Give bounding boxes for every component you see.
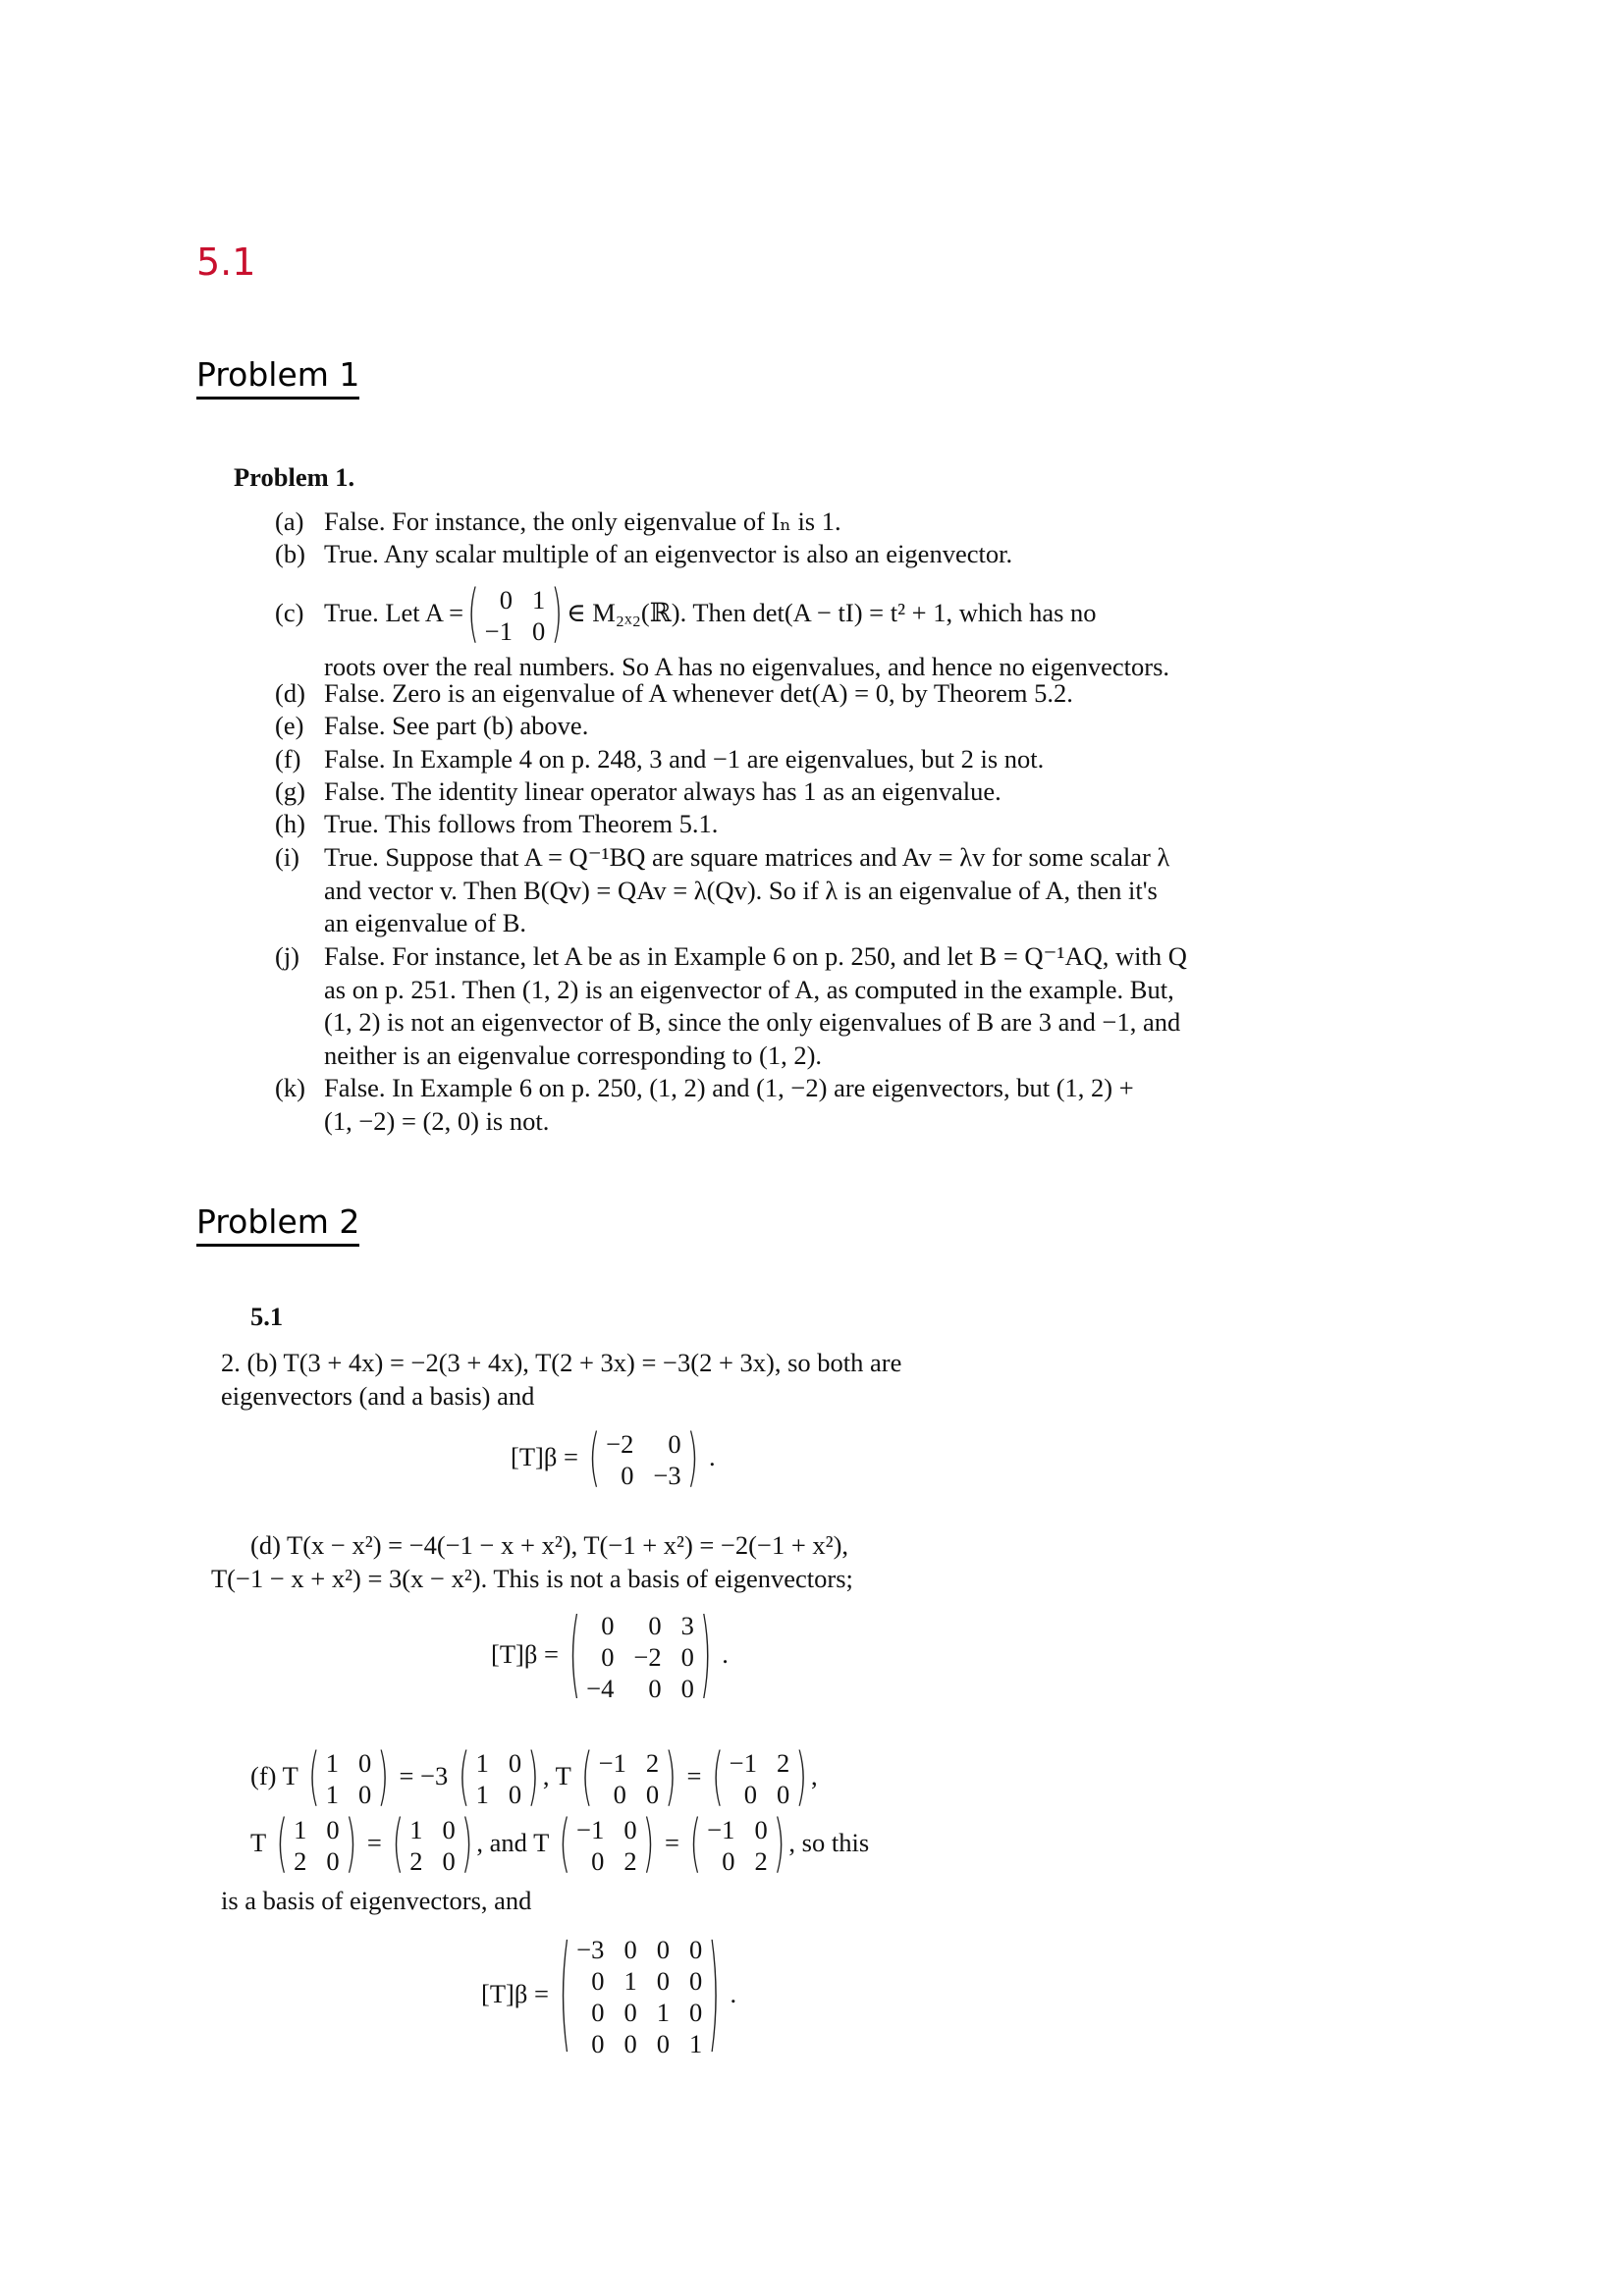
text: = [686,1761,702,1791]
text: , so this [788,1828,870,1858]
matrix-cell: 0 [623,1935,637,1964]
part-d-line1: (d) T(x − x²) = −4(−1 − x + x²), T(−1 + x²) = −2(−1 + x²), [250,1530,849,1560]
matrix-cell: −1 [576,1815,605,1844]
matrix-cell: 0 [680,1642,694,1672]
problem1-scan-title: Problem 1. [234,462,355,492]
matrix-cell: 0 [668,1429,681,1459]
right-paren: ) [527,1741,539,1815]
item-continuation: roots over the real numbers. So A has no eigenvalues, and hence no eigenvectors. [324,652,1170,681]
matrix [307,1741,389,1815]
matrix-cell: 0 [442,1815,456,1844]
part-f-matrix-eq [481,1922,737,2069]
matrix [467,578,563,652]
matrix-cell: 1 [325,1780,339,1809]
matrix-cell: 0 [680,1674,694,1703]
matrix-cell: 0 [613,1780,626,1809]
left-paren: ( [307,1741,320,1815]
right-paren: ) [460,1808,473,1882]
matrix [588,1422,699,1496]
matrix-cell: 3 [680,1611,694,1640]
matrix-cell: 1 [656,1998,670,2027]
item-label: (b) [275,539,305,568]
problem1-item [275,506,1335,539]
text: T [250,1828,266,1858]
matrix-cell: 0 [591,2029,605,2058]
matrix-cell: 0 [499,585,513,614]
part-b [221,1347,1085,1413]
matrix-grid [294,1814,340,1877]
matrix-cell: 0 [508,1748,522,1778]
item-line: (1, −2) = (2, 0) is not. [324,1105,550,1136]
part-f-row2 [250,1808,870,1882]
item-line: and vector v. Then B(Qv) = QAv = λ(Qv). So if λ is an eigenvalue of A, then it's [324,875,1158,905]
matrix-cell: −2 [633,1642,662,1672]
right-paren: ) [377,1741,389,1815]
matrix-cell: 0 [508,1780,522,1809]
problem1-item [275,775,1335,809]
matrix-cell: 0 [531,616,546,646]
problem1-item [275,1072,1335,1138]
matrix [559,1922,720,2069]
item-label: (h) [275,809,305,838]
right-paren: ) [795,1741,807,1815]
matrix-cell: −3 [576,1935,605,1964]
part-b-line2: eigenvectors (and a basis) and [221,1380,535,1411]
left-paren: ( [689,1808,702,1882]
item-text: False. For instance, the only eigenvalue of Iₙ is 1. [324,507,841,536]
item-line: as on p. 251. Then (1, 2) is an eigenvector of A, as computed in the example. But, [324,974,1174,1004]
matrix-cell: 0 [656,1966,670,1996]
left-paren: ( [568,1601,581,1712]
text: = [366,1828,382,1858]
problem2-heading: Problem 2 [196,1205,359,1247]
text: , [810,1761,818,1791]
matrix-cell: 1 [531,585,546,614]
period: . [708,1442,716,1472]
matrix-grid [599,1747,659,1810]
matrix-cell: 0 [776,1780,790,1809]
matrix [712,1741,807,1815]
item-label: (a) [275,507,304,536]
right-paren: ) [686,1422,699,1496]
text: = [664,1828,679,1858]
text: = −3 [399,1761,449,1791]
matrix-cell: 0 [442,1846,456,1876]
left-paren: ( [276,1808,289,1882]
matrix-cell: −1 [729,1748,757,1778]
matrix-cell: 0 [648,1674,662,1703]
part-f-line3: is a basis of eigenvectors, and [221,1886,532,1915]
problem2-scan-title: 5.1 [250,1302,284,1331]
matrix-cell: 0 [623,1998,637,2027]
matrix-cell: 0 [601,1611,615,1640]
matrix-cell: 0 [601,1642,615,1672]
item-text: True. Any scalar multiple of an eigenvector is also an eigenvector. [324,539,1013,568]
matrix-grid [730,1747,789,1810]
item-label: (j) [275,941,300,971]
matrix-cell: 1 [688,2029,703,2058]
item-label: (f) [275,744,301,774]
matrix-cell: −3 [653,1461,681,1490]
matrix [568,1601,712,1712]
item-line: False. For instance, let A be as in Example 6 on p. 250, and let B = Q⁻¹AQ, with Q [324,941,1187,971]
text: , and T [476,1828,549,1858]
part-d-line2: T(−1 − x + x²) = 3(x − x²). This is not a basis of eigenvectors; [211,1563,853,1593]
item-label: (k) [275,1073,305,1102]
matrix-cell: −1 [598,1748,626,1778]
problem1-heading: Problem 1 [196,358,359,400]
matrix-cell: 0 [357,1780,372,1809]
matrix-cell: −4 [586,1674,615,1703]
matrix-cell: 0 [645,1780,660,1809]
part-d [211,1529,1075,1595]
matrix-cell: 0 [688,1966,703,1996]
matrix-cell: 0 [648,1611,662,1640]
matrix-cell: 0 [623,2029,637,2058]
matrix-cell: 0 [326,1846,340,1876]
matrix-grid [409,1814,456,1877]
matrix-grid [576,1934,702,2059]
section-title: 5.1 [196,240,256,284]
matrix-cell: 2 [645,1748,660,1778]
item-text: False. In Example 4 on p. 248, 3 and −1 are eigenvalues, but 2 is not. [324,744,1045,774]
left-paren: ( [559,1922,571,2069]
matrix-cell: 2 [623,1846,637,1876]
matrix-cell: 1 [623,1966,637,1996]
matrix-cell: 0 [591,1846,605,1876]
part-b-matrix-eq [511,1422,716,1496]
matrix [458,1741,539,1815]
item-label: (d) [275,678,305,708]
problem1-item [275,538,1335,571]
matrix [559,1808,655,1882]
matrix-cell: 2 [409,1846,423,1876]
problem1-item [275,808,1335,841]
item-line: False. In Example 6 on p. 250, (1, 2) and (1, −2) are eigenvectors, but (1, 2) + [324,1073,1134,1102]
period: . [730,1979,737,2009]
right-paren: ) [642,1808,655,1882]
matrix-grid [476,1747,522,1810]
matrix-cell: 0 [621,1461,634,1490]
matrix-cell: 0 [357,1748,372,1778]
problem1-item [275,677,1335,711]
matrix-cell: 0 [722,1846,735,1876]
matrix-cell: 0 [326,1815,340,1844]
item-line: (1, 2) is not an eigenvector of B, since the only eigenvalues of B are 3 and −1, and [324,1007,1181,1037]
right-paren: ) [708,1922,720,2069]
left-paren: ( [458,1741,470,1815]
period: . [722,1639,729,1670]
item-line: an eigenvalue of B. [324,908,527,937]
matrix [276,1808,357,1882]
matrix-cell: 0 [623,1815,637,1844]
matrix-grid [707,1814,767,1877]
item-text: False. See part (b) above. [324,711,589,740]
problem1-item [275,940,1335,1072]
matrix-cell: 2 [754,1846,768,1876]
matrix-cell: 0 [656,1935,670,1964]
matrix-cell: 2 [776,1748,790,1778]
item-label: (g) [275,776,305,806]
item-text: False. Zero is an eigenvalue of A whenever det(A) = 0, by Theorem 5.2. [324,678,1073,708]
right-paren: ) [665,1741,677,1815]
right-paren: ) [551,578,563,652]
matrix-grid [326,1747,372,1810]
right-paren: ) [699,1601,712,1712]
matrix-cell: −1 [484,616,513,646]
left-paren: ( [712,1741,724,1815]
left-paren: ( [467,578,479,652]
left-paren: ( [580,1741,593,1815]
right-paren: ) [773,1808,785,1882]
matrix [392,1808,473,1882]
problem1-item [275,743,1335,776]
problem1-item [275,710,1335,743]
matrix-cell: 1 [475,1780,489,1809]
text: (f) T [250,1761,298,1791]
left-paren: ( [588,1422,601,1496]
matrix-lhs: [T]β = [491,1639,559,1670]
part-d-matrix-eq [491,1601,729,1712]
item-label: (e) [275,711,304,740]
matrix-cell: 0 [754,1815,768,1844]
matrix-cell: 0 [656,2029,670,2058]
matrix-cell: 1 [409,1815,423,1844]
item-label: (c) [275,598,304,628]
matrix [689,1808,785,1882]
item-text: True. Let A = [324,598,464,628]
part-f-row1 [250,1741,818,1815]
item-text: False. The identity linear operator always has 1 as an eigenvalue. [324,776,1001,806]
left-paren: ( [559,1808,571,1882]
matrix-cell: 0 [688,1998,703,2027]
part-b-line1: 2. (b) T(3 + 4x) = −2(3 + 4x), T(2 + 3x) = −3(2 + 3x), so both are [221,1348,902,1377]
matrix-cell: 1 [475,1748,489,1778]
matrix-cell: −2 [606,1429,634,1459]
item-line: neither is an eigenvalue corresponding to (1, 2). [324,1040,823,1070]
right-paren: ) [345,1808,357,1882]
text: , T [542,1761,571,1791]
matrix [580,1741,677,1815]
matrix-lhs: [T]β = [511,1442,578,1472]
matrix-cell: 2 [294,1846,307,1876]
problem1-item [275,578,1335,684]
item-text: True. This follows from Theorem 5.1. [324,809,719,838]
matrix-cell: 1 [294,1815,307,1844]
matrix-cell: 0 [591,1966,605,1996]
matrix-grid [485,584,545,647]
item-label: (i) [275,842,300,872]
matrix-lhs: [T]β = [481,1979,549,2009]
item-text: ∈ M₂ₓ₂(ℝ). Then det(A − tI) = t² + 1, which has no [566,598,1097,628]
left-paren: ( [392,1808,405,1882]
matrix-grid [586,1610,694,1704]
matrix-grid [576,1814,636,1877]
problem1-item [275,841,1335,940]
item-line: True. Suppose that A = Q⁻¹BQ are square matrices and Av = λv for some scalar λ [324,842,1170,872]
matrix-cell: 1 [325,1748,339,1778]
matrix-cell: 0 [688,1935,703,1964]
matrix-grid [606,1428,680,1491]
matrix-cell: 0 [591,1998,605,2027]
matrix-cell: −1 [707,1815,735,1844]
matrix-cell: 0 [743,1780,757,1809]
